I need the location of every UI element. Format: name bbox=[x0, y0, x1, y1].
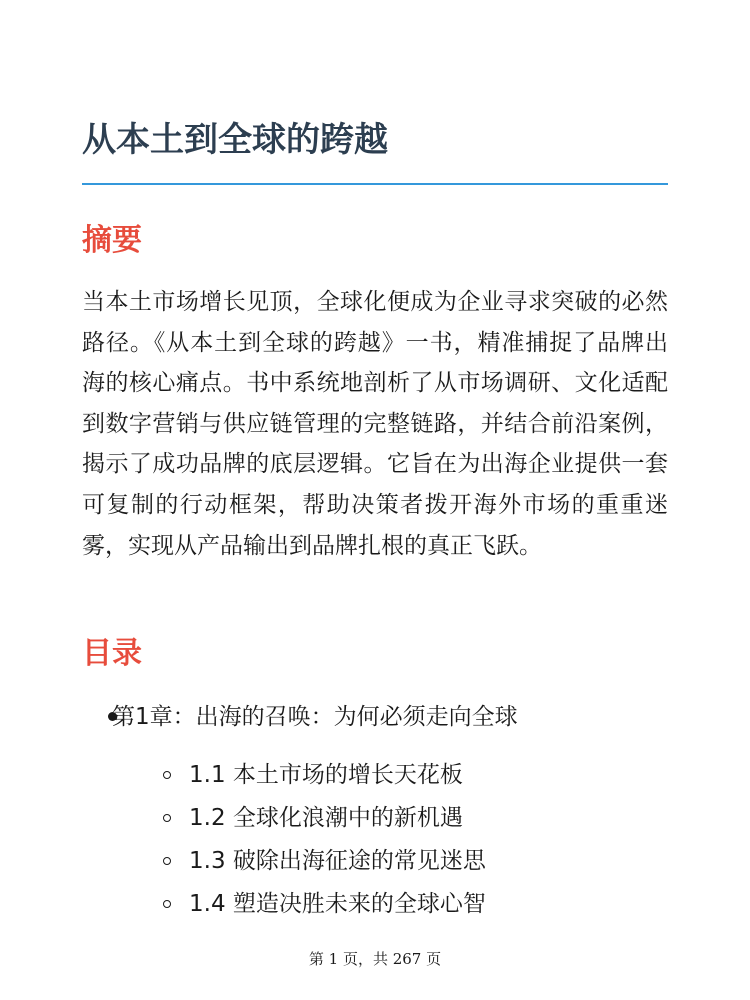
bullet-circle-icon bbox=[163, 900, 171, 908]
abstract-paragraph: 当本土市场增长见顶，全球化便成为企业寻求突破的必然路径。《从本土到全球的跨越》一书，精准捕捉了品牌出海的核心痛点。书中系统地剖析了从市场调研、文化适配到数字营销与供应链管理的完整链路，并结合前沿案例，揭示了成功品牌的底层逻辑。它旨在为出海企业提供一套可复制的行动框架，帮助决策者拨开海外市场的重重迷雾，实现从产品输出到品牌扎根的真正飞跃。 bbox=[82, 289, 668, 559]
title-divider bbox=[82, 183, 668, 185]
toc-heading: 目录 bbox=[82, 636, 142, 671]
toc-section-item: 1.2 全球化浪潮中的新机遇 bbox=[189, 805, 463, 831]
bullet-circle-icon bbox=[163, 857, 171, 865]
toc-section-item: 1.4 塑造决胜未来的全球心智 bbox=[189, 891, 486, 917]
document-title: 从本土到全球的跨越 bbox=[82, 120, 388, 160]
bullet-circle-icon bbox=[163, 814, 171, 822]
toc-section-item: 1.3 破除出海征途的常见迷思 bbox=[189, 848, 486, 874]
abstract-heading: 摘要 bbox=[82, 223, 142, 258]
page-number-footer: 第 1 页，共 267 页 bbox=[308, 950, 442, 968]
toc-section-item: 1.1 本土市场的增长天花板 bbox=[189, 762, 463, 788]
toc-chapter-item: 第1章：出海的召唤：为何必须走向全球 bbox=[112, 704, 518, 730]
bullet-circle-icon bbox=[163, 771, 171, 779]
